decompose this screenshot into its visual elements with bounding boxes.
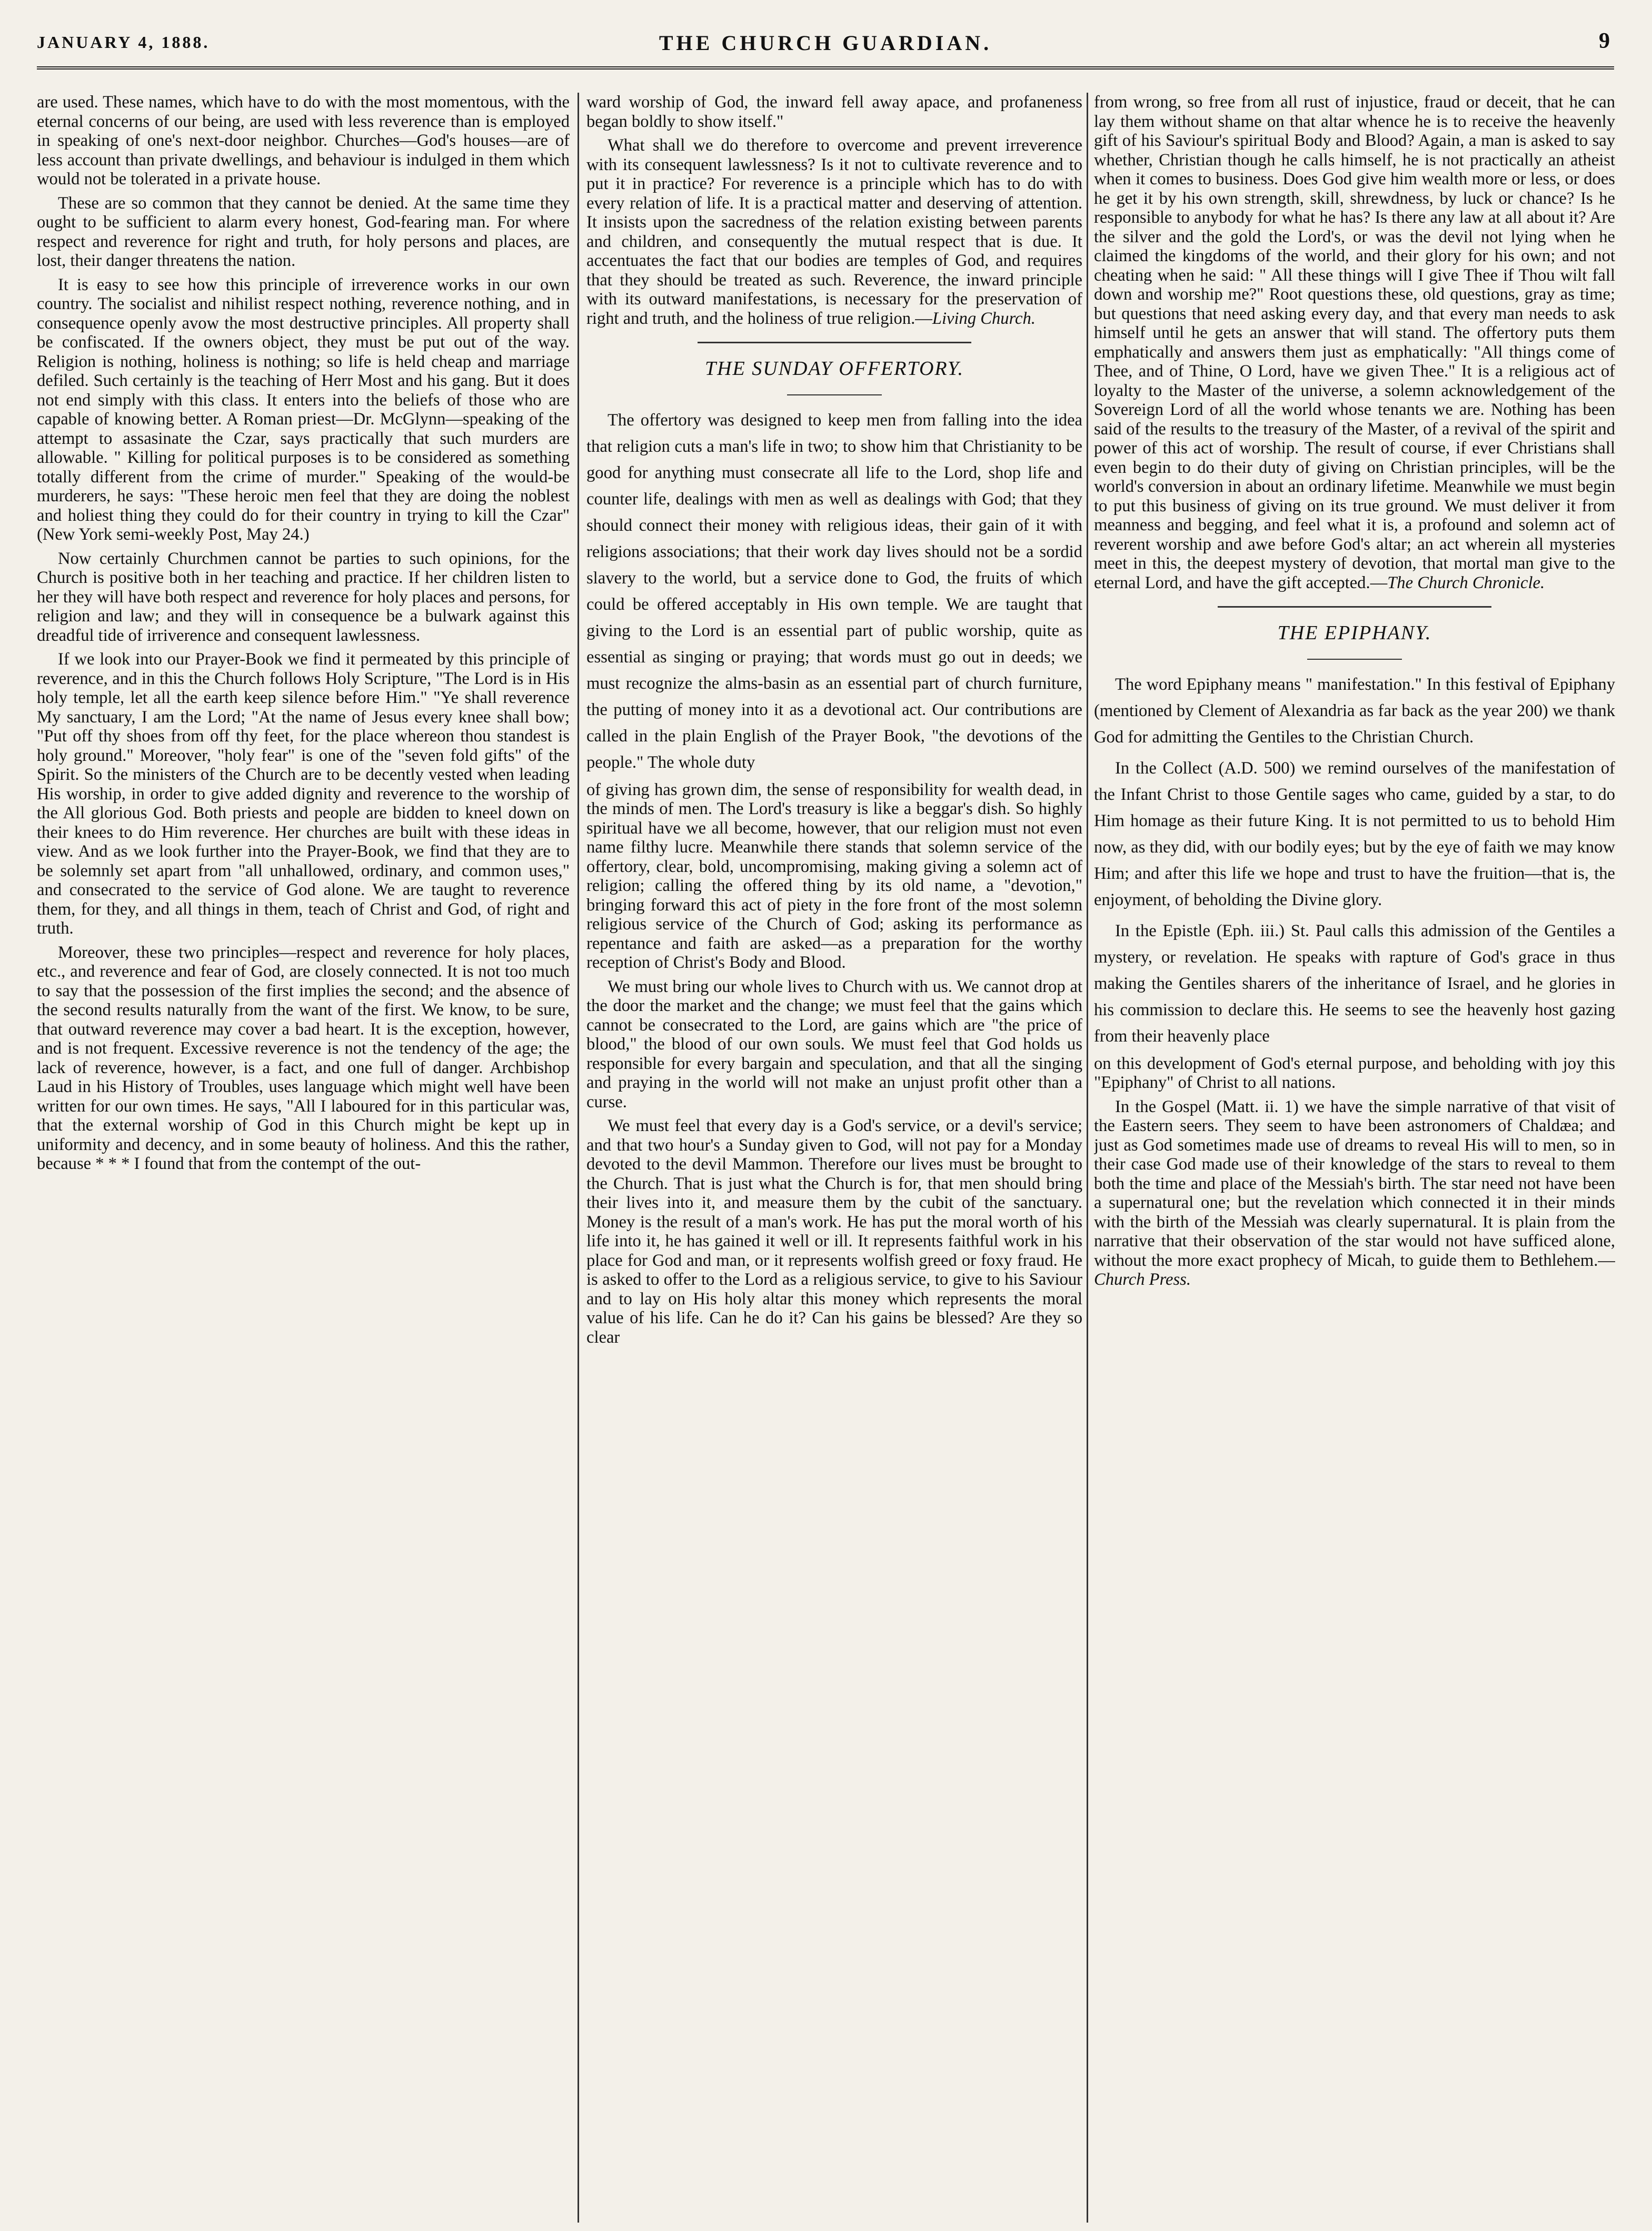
paragraph: We must bring our whole lives to Church with us. We cannot drop at the door the market and the change; we must feel that the gains which cannot be consecrated to the Lord, are gains which are "the price of blood," the blood of our own souls. We must feel that God holds us responsible for every bargain and speculation, and that all the singing and praying in the world will not make an unjust profit other than a curse. [586,977,1082,1112]
section-separator [1218,606,1491,608]
paragraph: ward worship of God, the inward fell away apace, and profaneness began boldly to show itself." [586,93,1082,131]
title-underline [787,394,882,395]
paragraph-text: What shall we do therefore to overcome and prevent irreverence with its consequent lawlessness? Is it not to cultivate reverence and to put it in practice? For reverence is a principle which has to do with every relation of life. It is a practical matter and deserving of attention. It insists upon the sacredness of the relation existing between parents and children, and consequently the mutual respect that is due. It accentuates the fact that our bodies are temples of God, and requires that they should be treated as such. Reverence, the inward principle with its outward manifestations, is necessary for the preservation of right and truth, and the holiness of true religion.— [586,136,1082,328]
source-credit: Living Church. [932,309,1036,328]
column-divider [1087,93,1088,2223]
paragraph: The offertory was designed to keep men from falling into the idea that religion cuts a man's life in two; to show him that Christianity to be good for anything must consecrate all life to the Lord, shop life and counter life, dealings with men as well as dealings with God; that they should connect their money with religious ideas, their gain of it with religions associations; that their work day lives should not be a sordid slavery to the world, but a service done to God, the fruits of which could be offered acceptably in His own temple. We are taught that giving to the Lord is an essential part of public worship, quite as essential as singing or praying; that words must go out in deeds; we must recognize the alms-basin as an essential part of church furniture, the putting of money into it as a devotional act. Our contributions are called in the plain English of the Prayer Book, "the devotions of the people." The whole duty [586,410,1082,772]
column-2 [586,93,1082,2223]
header-rule [37,66,1614,70]
paragraph-text: In the Gospel (Matt. ii. 1) we have the simple narrative of that visit of the Eastern seers. They seem to have been astronomers of Chaldæa; and just as God sometimes made use of dreams to reveal His will to men, so in their case God made use of their knowledge of the stars to reveal to them both the time and place of the Messiah's birth. The star need not have been a supernatural one; but the revelation which connected it in their minds with the birth of the Messiah was clearly supernatural. It is plain from the narrative that their observation of the star would not have sufficed alone, without the more exact prophecy of Micah, to guide them to Bethlehem.— [1094,1097,1615,1270]
column-1 [37,93,570,2223]
paragraph: Now certainly Churchmen cannot be parties to such opinions, for the Church is positive both in her teaching and practice. If her children listen to her they will have both respect and reverence for holy places and persons, for religion and law; and they will in consequence be a bulwark against this dreadful tide of irriverence and consequent lawlessness. [37,549,570,645]
paragraph: of giving has grown dim, the sense of responsibility for wealth dead, in the minds of men. The Lord's treasury is like a beggar's dish. So highly spiritual have we all become, however, that our religion must not even name filthy lucre. Meanwhile there stands that solemn service of the offertory, clear, bold, uncompromising, making giving a solemn act of religion; calling the offered thing by its old name, a "devotion," bringing forward this act of piety in the fore front of the most solemn religious service of the Church of God; asking its performance as repentance and faith are asked—as a preparation for the worthy reception of Christ's Body and Blood. [586,780,1082,972]
section-separator [698,342,971,343]
issue-date: JANUARY 4, 1888. [37,33,210,52]
paragraph: on this development of God's eternal purpose, and beholding with joy this "Epiphany" of Christ to all nations. [1094,1054,1615,1092]
page-number: 9 [1599,29,1610,53]
section-title: THE EPIPHANY. [1277,622,1432,644]
source-credit: The Church Chronicle. [1387,573,1545,592]
paragraph: We must feel that every day is a God's service, or a devil's service; and that two hour's a Sunday given to God, will not pay for a Monday devoted to the devil Mammon. Therefore our lives must be brought to the Church. That is just what the Church is for, that men should bring their lives into it, and measure them by the cubit of the sanctuary. Money is the result of a man's work. He has put the moral worth of his life into it, he has gained it well or ill. It represents faithful work in his place for God and man, or it represents wolfish greed or foxy fraud. He is asked to offer to the Lord as a religious service, to give to his Saviour and to lay on His holy altar this money which represents the moral value of his life. Can he do it? Can his gains be blessed? Are they so clear [586,1116,1082,1347]
paragraph: In the Collect (A.D. 500) we remind ourselves of the manifestation of the Infant Christ to those Gentile sages who came, guided by a star, to do Him homage as their future King. It is not permitted to us to behold Him now, as they did, with our bodily eyes; but by the eye of faith we may know Him; and after this life we hope and trust to have the fruition—that is, the enjoyment, of beholding the Divine glory. [1094,758,1615,909]
masthead-title: THE CHURCH GUARDIAN. [659,31,992,55]
paragraph: If we look into our Prayer-Book we find it permeated by this principle of reverence, and in this the Church follows Holy Scripture, "The Lord is in His holy temple, let all the earth keep silence before Him." "Ye shall reverence My sanctuary, I am the Lord; "At the name of Jesus every knee shall bow; "Put off thy shoes from off thy feet, for the place whereon thou standest is holy ground." Moreover, "holy fear" is one of the "seven fold gifts" of the Spirit. So the ministers of the Church are to be decently vested when leading His worship, in order to give added dignity and reverence to the worship of the All glorious God. Both priests and people are bidden to kneel down on their knees to do Him reverence. Her churches are built with these ideas in view. And as we look further into the Prayer-Book, we find that they are to be solemnly set apart from "all unhallowed, ordinary, and common uses," and consecrated to the service of God alone. We are taught to reverence them, for they, and all things in them, teach of Christ and God, of right and truth. [37,650,570,938]
paragraph [1094,1097,1615,1290]
page-header [37,7,1614,66]
paragraph: In the Epistle (Eph. iii.) St. Paul calls this admission of the Gentiles a mystery, or revelation. He speaks with rapture of God's grace in thus making the Gentiles sharers of the inheritance of Israel, and he glories in his commission to declare this. He seems to see the heavenly host gazing from their heavenly place [1094,921,1615,1046]
source-credit: Church Press. [1094,1270,1191,1289]
title-underline [1307,659,1402,660]
paragraph-text: from wrong, so free from all rust of injustice, fraud or deceit, that he can lay them without shame on that altar whence he is to receive the heavenly gift of his Saviour's spiritual Body and Blood? Again, a man is asked to say whether, Christian though he calls himself, he is not practically an atheist when it comes to business. Does God give him wealth more or less, or does he get it by his own strength, skill, shrewdness, by luck or chance? Is he responsible to anybody for what he has? Is there any law at all about it? Are the silver and the gold the Lord's, or was the devil not lying when he claimed the kingdoms of the world, and their glory for his own; and not cheating when he said: " All these things will I give Thee if Thou wilt fall down and worship me?" Root questions these, old questions, gray as time; but questions that need asking every day, and that every man needs to ask himself until he gets an answer that will stand. The offertory puts them emphatically and answers them just as emphatically: "All things come of Thee, and of Thine, O Lord, have we given Thee." It is a religious act of loyalty to the Master of the universe, a solemn acknowledgement of the Sovereign Lord of all the world whose tenants we are. Nothing has been said of the results to the treasury of the Master, of a revival of the spirit and power of this act of worship. The result of course, if ever Christians shall even begin to do their duty of giving on Christian principles, will be the world's conversion in about an ordinary lifetime. Meanwhile we must begin to put this business of giving on its true ground. We must deliver it from meanness and begging, and feel what it is, a profound and solemn act of reverent worship and awe before God's altar; an act wherein all mysteries meet in this, the deepest mystery of devotion, that mortal man give to the eternal Lord, and have the gift accepted.— [1094,93,1615,592]
paragraph: are used. These names, which have to do with the most momentous, with the eternal concerns of our being, are used with less reverence than is employed in speaking of one's next-door neighbor. Churches—God's houses—are of less account than private dwellings, and behaviour is indulged in them which would not be tolerated in a private house. [37,93,570,189]
column-3 [1094,93,1615,2223]
paragraph [1094,93,1615,592]
column-divider [578,93,579,2223]
paragraph: Moreover, these two principles—respect and reverence for holy places, etc., and reverence and fear of God, are closely connected. It is not too much to say that the possession of the first implies the second; and the absence of the second results naturally from the want of the first. We know, to be sure, that outward reverence may cover a bad heart. It is the exception, however, and is not frequent. Excessive reverence is not the tendency of the age; the lack of reverence, however, is a fact, and one full of danger. Archbishop Laud in his History of Troubles, uses language which might well have been written for our own times. He says, "All I laboured for in this particular was, that the external worship of God in this Church might be kept up in uniformity and decency, and in some beauty of holiness. And this the rather, because * * * I found that from the contempt of the out- [37,943,570,1173]
paragraph: The word Epiphany means " manifestation." In this festival of Epiphany (mentioned by Clement of Alexandria as far back as the year 200) we thank God for admitting the Gentiles to the Christian Church. [1094,675,1615,747]
section-title: THE SUNDAY OFFERTORY. [704,358,964,380]
paragraph: These are so common that they cannot be denied. At the same time they ought to be sufficient to alarm every honest, God-fearing man. For where respect and reverence for right and truth, for holy persons and places, are lost, their danger threatens the nation. [37,193,570,270]
paragraph [586,136,1082,328]
paragraph: It is easy to see how this principle of irreverence works in our own country. The socialist and nihilist respect nothing, reverence nothing, and in consequence openly avow the most destructive principles. All property shall be confiscated. If the owners object, they must be put out of the way. Religion is nothing, holiness is nothing; so life is held cheap and marriage defiled. Such certainly is the teaching of Herr Most and his gang. But it does not end simply with this class. It enters into the beliefs of those who are capable of knowing better. A Roman priest—Dr. McGlynn—speaking of the attempt to assasinate the Czar, says practically that such murders are allowable. " Killing for political purposes is to be considered as something totally different from the crime of murder." Speaking of the would-be murderers, he says: "These heroic men feel that they are doing the noblest and holiest thing they could do for their country in trying to kill the Czar" (New York semi-weekly Post, May 24.) [37,275,570,544]
